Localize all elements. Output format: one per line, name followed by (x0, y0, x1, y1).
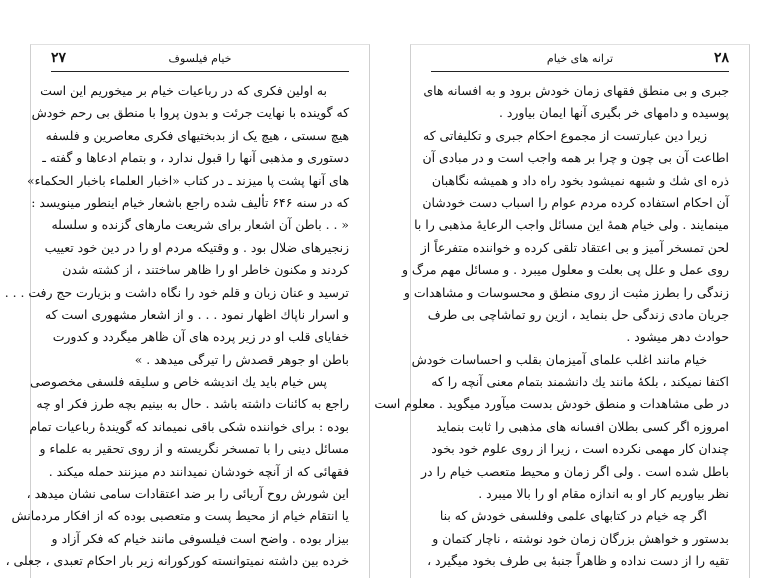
text-line: جبری و بی منطق فقهای زمان خودش برود و به افسانه های (423, 83, 729, 98)
text-line: که در سنه ۶۴۶ تألیف شده راجع باشعار خیام اینطور مینویسد : (31, 194, 349, 210)
text-line: اطاعت آن بی چون و چرا بر همه واجب است و در مبادی آن (422, 150, 729, 166)
text-line: این شورش روح آریائی را بر ضد اعتقادات سامی نشان میدهد ، (26, 486, 349, 502)
text-line: زندگی را بطرز مثبت از روی منطق و محسوسات و مشاهدات و (403, 284, 729, 300)
text-line: تقیه را از دست نداده و ظاهراً جنبهٔ بی طرف بخود میگیرد ، (427, 553, 729, 569)
right-page-text (374, 80, 729, 573)
text-line: ترسید و عنان زبان و قلم خود را نگاه داشت و بزیارت حج رفت . . . (4, 284, 349, 300)
text-line: « . . باطن آن اشعار برای شریعت مارهای گزنده و سلسله (51, 217, 349, 233)
text-line: پوسیده و دامهای خر بگیری آنها ایمان بیاورد . (499, 105, 729, 121)
left-page-number: ۲۷ (51, 50, 67, 66)
text-line: روی عمل و علل پی بعلت و معلول میبرد . و مسائل مهم مرگ و (401, 262, 729, 278)
text-line: پس خیام باید یك اندیشه خاص و سلیقه فلسفی مخصوصی (30, 374, 327, 390)
text-line: زنجیرهای ضلال بود . و وقتیکه مردم او را در دین خود تعییب (44, 239, 349, 255)
text-line: زیرا دین عبارتست از مجموع احکام جبری و تکلیفاتی که (423, 127, 707, 143)
text-line: به اولین فکری که در رباعیات خیام بر میخوریم این است (40, 83, 327, 98)
text-line: های آنها پشت پا میزند ـ در کتاب «اخبار العلماء باخبار الحکماء» (26, 172, 349, 188)
text-line: اگر چه خیام در کتابهای علمی وفلسفی خودش که بنا (439, 508, 707, 524)
left-running-title: خیام فیلسوف (168, 52, 232, 65)
text-line: راجع به کائنات داشته باشد . حال به بینیم بچه طرز فکر او چه (36, 396, 349, 412)
text-line: آن احکام استفاده کرده مردم عوام را اسباب دست خودشان (422, 194, 729, 210)
right-running-title: ترانه های خیام (546, 52, 614, 65)
text-line: فقهائی که از آنچه خودشان نمیدانند دم میزنند حمله میکند . (48, 463, 349, 479)
text-line: امروزه اگر کسی بطلان افسانه های مذهبی را ثابت بنماید (436, 418, 729, 434)
text-line: خیام مانند اغلب علمای آمیزمان بقلب و احساسات خودش (411, 351, 707, 367)
left-page-header (51, 45, 349, 72)
left-page-text (4, 80, 349, 573)
text-line: که گوینده با نهایت جرئت و بدون پروا با منطق بی رحم خودش (31, 105, 349, 121)
text-line: در طی مشاهدات و منطق خودش بدست میآورد میگوید . معلوم است (374, 396, 729, 412)
text-line: بدستور و خواهش بزرگان زمان خود نوشته ، ناچار کتمان و (432, 530, 729, 546)
text-line: باطن او جوهر قصدش را تیرگی میدهد . » (134, 351, 349, 367)
text-line: و اسرار ناپاك اظهار نمود . . . و از اشعار مشهوری است که (44, 306, 349, 322)
text-line: کردند و مکنون خاطر او را ظاهر ساختند ، از کشته شدن (62, 262, 349, 278)
left-page (4, 44, 370, 578)
text-line: ذره ای شك و شبهه نمیشود بخود راه داد و همیشه نگاهبان (431, 172, 729, 188)
text-line: باطل شده است . ولی اگر زمان و محیط متعصب خیام را در (421, 463, 729, 479)
text-line: خرده بین داشته نمیتوانسته کورکورانه زیر بار احکام تعبدی ، جعلی ، (5, 553, 349, 569)
text-line: خفایای قلب او در زیر پرده های آن ظاهر میگردد و کدورت (52, 329, 349, 345)
right-page (374, 44, 750, 578)
text-line: نظر بیاوریم کار او به اندازه مقام او را بالا میبرد . (478, 486, 729, 502)
text-line: یا انتقام خیام از محیط پست و متعصبی بوده که از افکار مردمانش (11, 508, 349, 524)
text-line: هیچ سستی ، هیچ یک از بدبختیهای فکری معاصرین و فلسفه (45, 127, 349, 143)
text-line: مسائل دینی را با تمسخر نگریسته و از روی تحقیر به علماء و (39, 441, 349, 457)
text-line: دستوری و مذهبی آنها را قبول ندارد ، و بتمام ادعاها و گفته ـ (42, 150, 349, 166)
text-line: اکتفا نمیکند ، بلکهٔ مانند یك دانشمند بتمام معنی آنچه را که (431, 374, 729, 390)
text-line: مینمایند . ولی خیام همهٔ این مسائل واجب الرعایهٔ مذهبی را با (414, 217, 729, 233)
right-page-header (431, 45, 729, 72)
text-line: جریان مادی زندگی حل بنماید ، ازین رو تماشاچی بی طرف (427, 306, 729, 322)
text-line: چندان کار مهمی نکرده است ، زیرا از روی علوم خود بخود (431, 441, 729, 457)
text-line: بوده : برای خواننده شکی باقی نمیماند که گویندهٔ رباعیات تمام (29, 418, 349, 434)
right-page-number: ۲۸ (713, 50, 729, 66)
text-line: بیزار بوده . واضح است فیلسوفی مانند خیام که فکر آزاد و (51, 530, 349, 546)
text-line: حوادث دهر میشود . (626, 329, 729, 345)
text-line: لحن تمسخر آمیز و بی اعتقاد تلقی کرده و خواننده متفرعاً از (420, 239, 729, 255)
